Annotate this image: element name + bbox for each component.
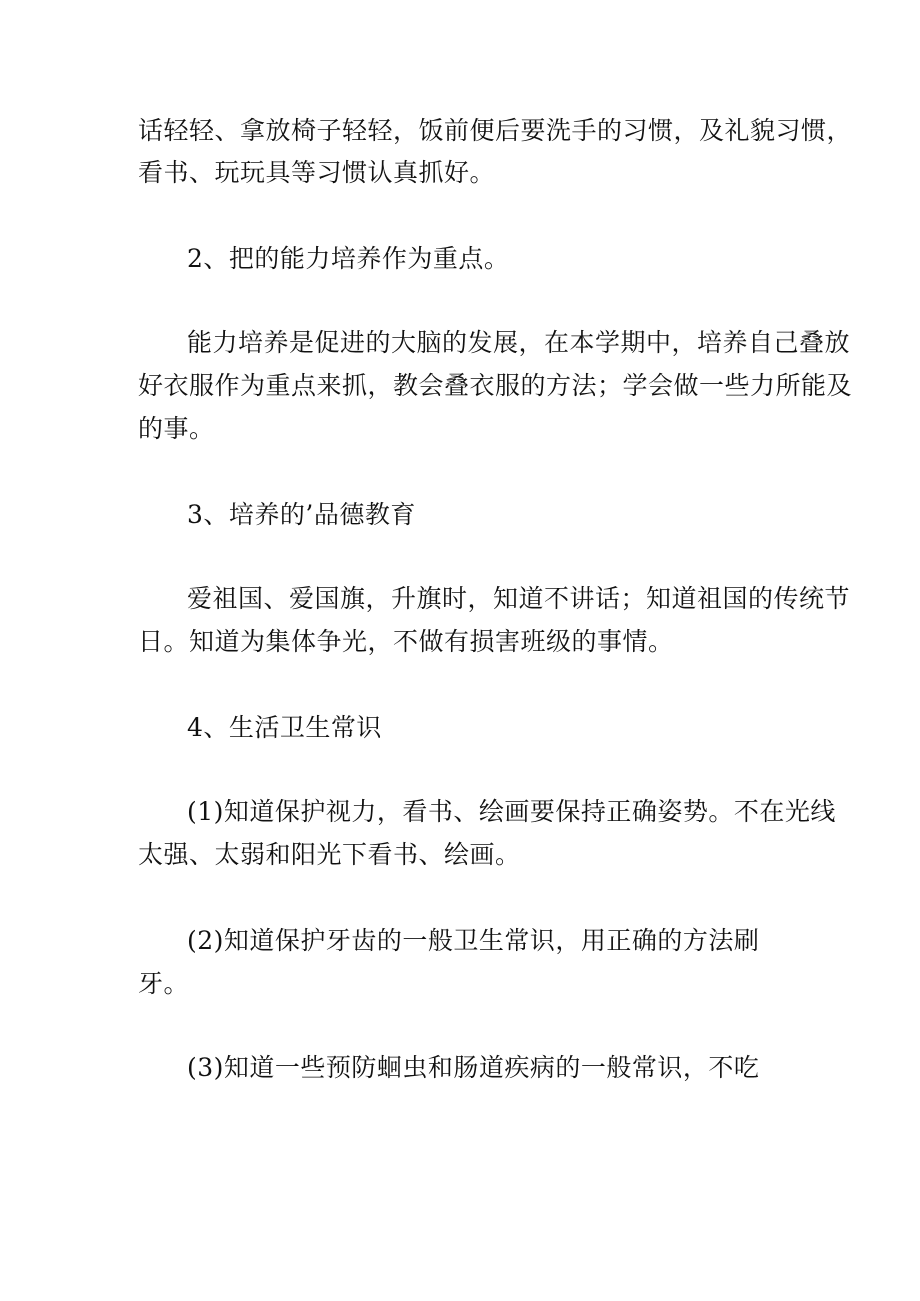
item-1-line-2: 太强、太弱和阳光下看书、绘画。 (138, 840, 521, 869)
item-1-line-1: (1)知道保护视力，看书、绘画要保持正确姿势。不在光线 (187, 797, 836, 826)
paragraph-2-line-1: 能力培养是促进的大脑的发展，在本学期中，培养自己叠放 (187, 328, 851, 357)
item-3-line-1: (3)知道一些预防蛔虫和肠道疾病的一般常识，不吃 (187, 1053, 760, 1082)
heading-4: 4、生活卫生常识 (187, 713, 382, 742)
heading-2: 2、把的能力培养作为重点。 (187, 244, 510, 273)
paragraph-2-line-2: 好衣服作为重点来抓，教会叠衣服的方法；学会做一些力所能及 (138, 371, 853, 400)
heading-3: 3、培养的’品德教育 (187, 500, 416, 529)
item-2-line-1: (2)知道保护牙齿的一般卫生常识，用正确的方法刷 (187, 926, 760, 955)
item-2-line-2: 牙。 (138, 969, 190, 998)
paragraph-1-line-2: 看书、玩玩具等习惯认真抓好。 (138, 158, 496, 187)
paragraph-2-line-3: 的事。 (138, 414, 215, 443)
paragraph-3-line-1: 爱祖国、爱国旗，升旗时，知道不讲话；知道祖国的传统节 (187, 584, 851, 613)
paragraph-1-line-1: 话轻轻、拿放椅子轻轻，饭前便后要洗手的习惯，及礼貌习惯， (138, 116, 853, 145)
paragraph-3-line-2: 日。知道为集体争光，不做有损害班级的事情。 (138, 627, 674, 656)
